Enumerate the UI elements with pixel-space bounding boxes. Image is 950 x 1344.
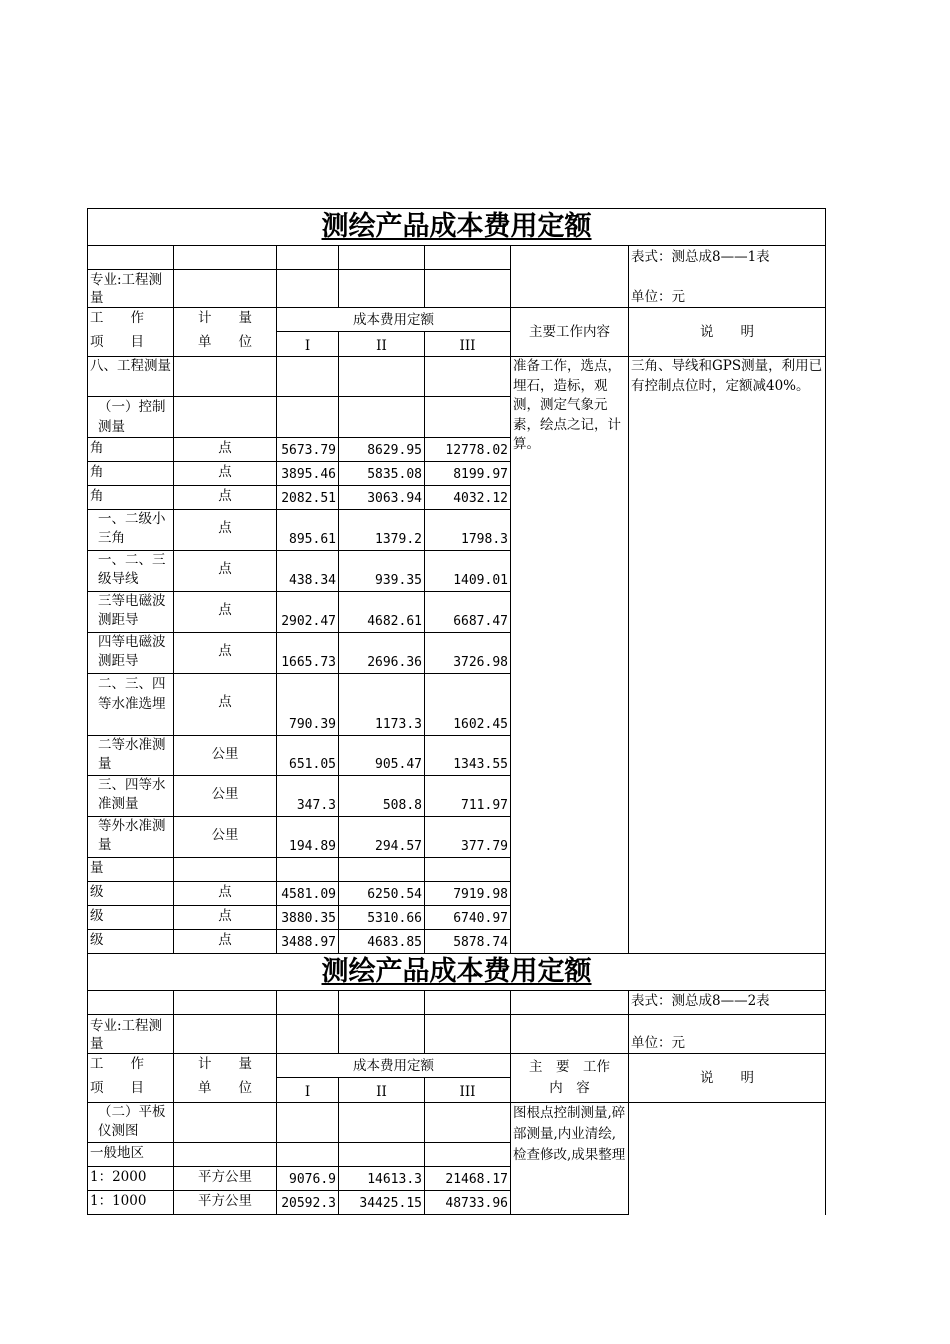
- table-2-title: 测绘产品成本费用定额: [88, 954, 826, 991]
- row-value-2: 939.35: [339, 551, 425, 592]
- row-value-3: 1798.3: [425, 510, 511, 551]
- row-value-1: 5673.79: [277, 438, 339, 462]
- row-value-3: 12778.02: [425, 438, 511, 462]
- table-1-content-text: 准备工作，选点，埋石，造标，观测，测定气象元素，绘点之记，计算。: [511, 357, 629, 954]
- row-value-2: 4683.85: [339, 930, 425, 954]
- header-measure-bottom: 单 位: [174, 332, 277, 357]
- row-value-3: 6740.97: [425, 906, 511, 930]
- table-2-unit-label: 单位：元: [629, 1015, 826, 1054]
- row-value-1: 3880.35: [277, 906, 339, 930]
- row-unit: 点: [174, 510, 277, 551]
- row-value-1: 4581.09: [277, 882, 339, 906]
- header-grade-1: I: [277, 332, 339, 357]
- row-unit: 公里: [174, 817, 277, 858]
- row-item: 二等水准测量: [88, 736, 174, 776]
- row-item: 八、工程测量: [88, 357, 174, 397]
- row-unit: 点: [174, 592, 277, 633]
- table-2-title-row: [88, 954, 826, 991]
- table-2-content-text: 图根点控制测量,碎部测量,内业清绘,检查修改,成果整理: [511, 1103, 629, 1215]
- table-1-unit-label: 单位：元: [631, 289, 685, 305]
- row-value-3: 8199.97: [425, 462, 511, 486]
- row-value-1: 2082.51: [277, 486, 339, 510]
- header-work-top: 工 作: [88, 1054, 174, 1078]
- row-value-3: 5878.74: [425, 930, 511, 954]
- row-value-2: 8629.95: [339, 438, 425, 462]
- header-content: 主 要 工作 内 容: [511, 1054, 629, 1103]
- header-measure-top: 计 量: [174, 308, 277, 332]
- row-item: 1：2000: [88, 1167, 174, 1191]
- row-value-2: 905.47: [339, 736, 425, 776]
- row-value-3: 1409.01: [425, 551, 511, 592]
- row-value-1: 1665.73: [277, 633, 339, 674]
- row-value-2: 5835.08: [339, 462, 425, 486]
- table-2-header-row-1: [88, 1054, 826, 1078]
- header-measure-top: 计 量: [174, 1054, 277, 1078]
- row-item: 三、四等水准测量: [88, 776, 174, 817]
- table-1-specialty: 专业:工程测量: [88, 270, 174, 308]
- row-value-2: 14613.3: [339, 1167, 425, 1191]
- row-value-3: 377.79: [425, 817, 511, 858]
- row-value-2: 34425.15: [339, 1191, 425, 1215]
- row-value-1: 347.3: [277, 776, 339, 817]
- row-value-3: 4032.12: [425, 486, 511, 510]
- row-value-3: 1602.45: [425, 674, 511, 736]
- row-value-3: 6687.47: [425, 592, 511, 633]
- row-value-1: 790.39: [277, 674, 339, 736]
- header-measure-bottom: 单 位: [174, 1078, 277, 1103]
- row-value-1: 3488.97: [277, 930, 339, 954]
- row-item: 量: [88, 858, 174, 882]
- row-value-1: 895.61: [277, 510, 339, 551]
- header-work-bottom: 项 目: [88, 332, 174, 357]
- row-item: 角: [88, 462, 174, 486]
- header-grade-2: II: [339, 1078, 425, 1103]
- row-item: 角: [88, 486, 174, 510]
- cost-quota-table: [87, 208, 826, 1215]
- header-note: 说 明: [629, 308, 826, 357]
- row-unit: 点: [174, 486, 277, 510]
- table-2-form-row: [88, 991, 826, 1015]
- row-unit: 点: [174, 930, 277, 954]
- row-value-2: 3063.94: [339, 486, 425, 510]
- header-work-top: 工 作: [88, 308, 174, 332]
- table-1-form-number: 表式：测总成8——1表: [631, 249, 770, 265]
- row-item: 三等电磁波测距导: [88, 592, 174, 633]
- header-grade-2: II: [339, 332, 425, 357]
- row-item: （二）平板仪测图: [88, 1103, 174, 1143]
- row-item: 四等电磁波测距导: [88, 633, 174, 674]
- row-item: 一般地区: [88, 1143, 174, 1167]
- row-unit: 点: [174, 674, 277, 736]
- row-value-2: 1379.2: [339, 510, 425, 551]
- row-unit: 点: [174, 633, 277, 674]
- row-value-1: 2902.47: [277, 592, 339, 633]
- row-value-3: 1343.55: [425, 736, 511, 776]
- row-value-2: 6250.54: [339, 882, 425, 906]
- row-value-1: 438.34: [277, 551, 339, 592]
- row-value-2: 508.8: [339, 776, 425, 817]
- table-row: [88, 357, 826, 397]
- row-unit: 点: [174, 438, 277, 462]
- row-value-3: 3726.98: [425, 633, 511, 674]
- table-1-form-row: [88, 246, 826, 270]
- row-unit: 平方公里: [174, 1191, 277, 1215]
- row-item: 角: [88, 438, 174, 462]
- header-grade-3: III: [425, 332, 511, 357]
- header-cost: 成本费用定额: [277, 308, 511, 332]
- table-2-specialty: 专业:工程测量: [88, 1015, 174, 1054]
- row-value-3: 711.97: [425, 776, 511, 817]
- row-item: 1：1000: [88, 1191, 174, 1215]
- header-grade-1: I: [277, 1078, 339, 1103]
- header-grade-3: III: [425, 1078, 511, 1103]
- table-1-note-text: 三角、导线和GPS测量，利用已有控制点位时，定额减40%。: [629, 357, 826, 954]
- row-value-1: 3895.46: [277, 462, 339, 486]
- row-item: 一、二级小三角: [88, 510, 174, 551]
- table-1-title-row: [88, 209, 826, 246]
- table-1-header-row-1: [88, 308, 826, 332]
- row-item: 级: [88, 882, 174, 906]
- row-unit: 点: [174, 882, 277, 906]
- row-value-2: 1173.3: [339, 674, 425, 736]
- row-value-3: 7919.98: [425, 882, 511, 906]
- table-1-form-unit-cell: [629, 246, 826, 308]
- header-cost: 成本费用定额: [277, 1054, 511, 1078]
- row-value-3: 48733.96: [425, 1191, 511, 1215]
- row-unit: 公里: [174, 736, 277, 776]
- table-row: [88, 1103, 826, 1143]
- row-value-2: 4682.61: [339, 592, 425, 633]
- row-item: （一）控制测量: [88, 397, 174, 438]
- row-value-2: 2696.36: [339, 633, 425, 674]
- row-item: 等外水准测量: [88, 817, 174, 858]
- row-item: 级: [88, 906, 174, 930]
- row-item: 一、二、三级导线: [88, 551, 174, 592]
- header-work-bottom: 项 目: [88, 1078, 174, 1103]
- row-unit: 点: [174, 551, 277, 592]
- header-note: 说 明: [629, 1054, 826, 1103]
- table-2-form-number: 表式：测总成8——2表: [629, 991, 826, 1015]
- row-value-1: 20592.3: [277, 1191, 339, 1215]
- row-unit: 点: [174, 462, 277, 486]
- row-item: 二、三、四等水准选埋: [88, 674, 174, 736]
- table-2-specialty-row: [88, 1015, 826, 1054]
- row-unit: 公里: [174, 776, 277, 817]
- row-value-2: 5310.66: [339, 906, 425, 930]
- table-1-title: 测绘产品成本费用定额: [88, 209, 826, 246]
- row-value-1: 651.05: [277, 736, 339, 776]
- row-unit: 平方公里: [174, 1167, 277, 1191]
- row-value-2: 294.57: [339, 817, 425, 858]
- row-item: 级: [88, 930, 174, 954]
- row-value-1: 194.89: [277, 817, 339, 858]
- cost-quota-sheet: [87, 208, 825, 1215]
- header-content: 主要工作内容: [511, 308, 629, 357]
- row-unit: 点: [174, 906, 277, 930]
- row-value-3: 21468.17: [425, 1167, 511, 1191]
- row-value-1: 9076.9: [277, 1167, 339, 1191]
